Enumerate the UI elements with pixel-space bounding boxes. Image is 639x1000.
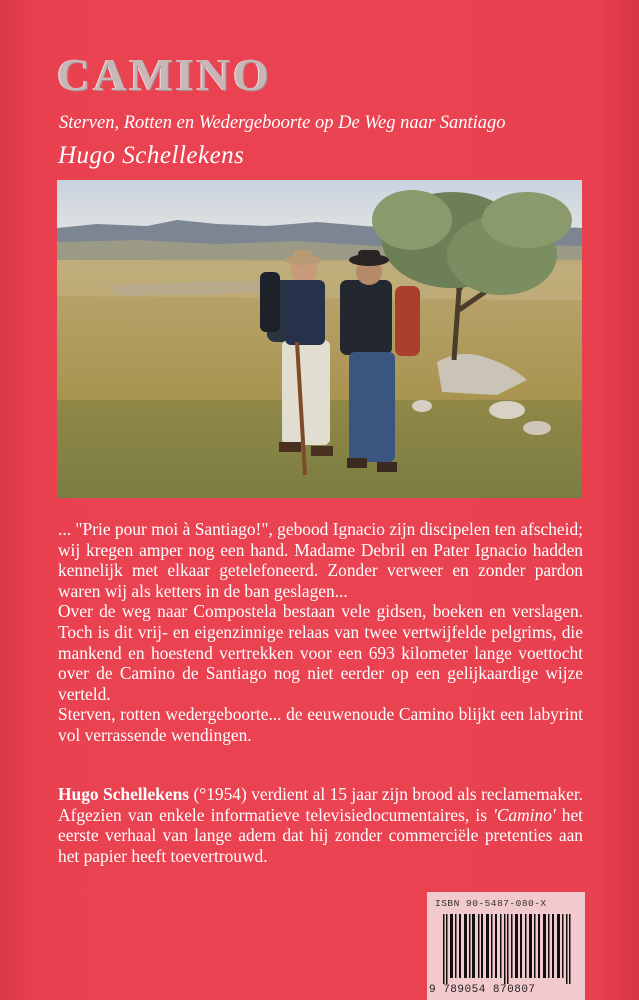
barcode-label bbox=[427, 892, 585, 1000]
blurb-paragraph: ... "Prie pour moi à Santiago!", gebood Ignacio zijn discipelen ten afscheid; wij kregen amper nog een hand. Madame Debril en Pater Ignacio hadden kennelijk met elkaar getelefoneerd. Zonder verweer en zonder pardon waren wij als ketters in de ban geslagen... bbox=[58, 519, 583, 601]
ean-number: 9 789054 870807 bbox=[429, 984, 536, 996]
barcode-bars bbox=[443, 914, 571, 984]
author-bio-name: Hugo Schellekens bbox=[58, 784, 190, 804]
author-bio-text: het eerste verhaal van lange adem dat hij zonder commerciële pretenties aan het papier heeft toevertrouwd. bbox=[58, 804, 583, 866]
blurb-paragraph: Sterven, rotten wedergeboorte... de eeuwenoude Camino blijkt een labyrint vol verrassende wendingen. bbox=[58, 704, 583, 745]
isbn-number: ISBN 90-5487-080-X bbox=[435, 898, 547, 909]
blurb-paragraph: Over de weg naar Compostela bestaan vele gidsen, boeken en verslagen. Toch is dit vrij- en eigenzinnige relaas van twee vertwijfelde pelgrims, die mankend en hoestend vertrekken voor een 693 kilometer lange voettocht over de Camino de Santiago nog niet eerder op een gelijkaardige wijze verteld. bbox=[58, 601, 583, 704]
author-name: Hugo Schellekens bbox=[58, 142, 245, 169]
author-bio-book: 'Camino' bbox=[493, 804, 556, 825]
book-subtitle: Sterven, Rotten en Wedergeboorte op De Weg naar Santiago bbox=[59, 113, 506, 133]
blurb-text bbox=[58, 519, 583, 746]
author-bio bbox=[58, 784, 583, 866]
book-title: CAMINO bbox=[57, 49, 272, 100]
cover-photo-pilgrims bbox=[57, 180, 582, 498]
author-bio-text: (°1954) verdient al 15 jaar zijn brood als reclamemaker. Afgezien van enkele informatieve televisiedocumentaires, is bbox=[58, 784, 583, 825]
